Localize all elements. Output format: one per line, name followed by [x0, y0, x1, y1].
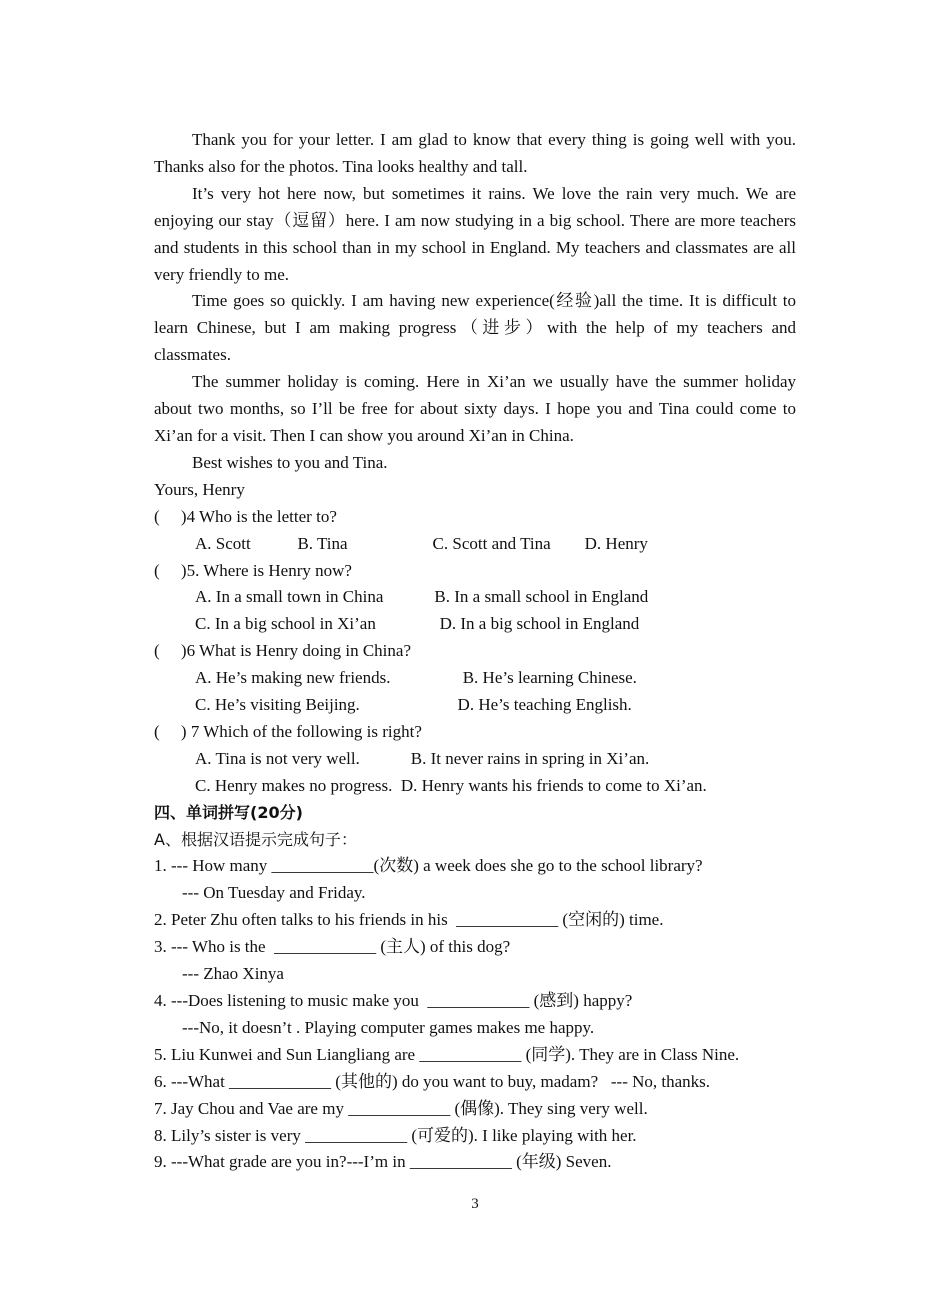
document-page	[154, 127, 796, 1176]
question-6-options-cd: C. He’s visiting Beijing. D. He’s teaching English.	[195, 695, 632, 715]
letter-signoff: Yours, Henry	[154, 479, 245, 499]
letter-paragraph-2: It’s very hot here now, but sometimes it rains. We love the rain very much. We are enjoying our stay（逗留）here. I am now studying in a big school. There are more teachers and students in this school than in my school in England. My teachers and classmates are all very friendly to me.	[154, 183, 796, 284]
letter-paragraph-3: Time goes so quickly. I am having new experience(经验)all the time. It is difficult to learn Chinese, but I am making progress（进步）with the help of my teachers and classmates.	[154, 291, 796, 365]
page-number: 3	[471, 1196, 479, 1212]
section-heading: 四、单词拼写(20分)	[154, 802, 303, 822]
question-7-options-ab: A. Tina is not very well. B. It never rains in spring in Xi’an.	[195, 748, 650, 768]
question-5-options-cd: C. In a big school in Xi’an D. In a big school in England	[195, 614, 640, 634]
spelling-item-6: 6. ---What ____________ (其他的) do you want to buy, madam? --- No, thanks.	[154, 1071, 711, 1091]
question-4-options: A. Scott B. Tina C. Scott and Tina D. Henry	[195, 533, 648, 553]
spelling-item-2: 2. Peter Zhu often talks to his friends in his ____________ (空闲的) time.	[154, 910, 664, 930]
spelling-item-7: 7. Jay Chou and Vae are my ____________ (偶像). They sing very well.	[154, 1098, 648, 1118]
letter-paragraph-4: The summer holiday is coming. Here in Xi’an we usually have the summer holiday about two months, so I’ll be free for about sixty days. I hope you and Tina could come to Xi’an for a visit. Then I can show you around Xi’an in China.	[154, 372, 796, 445]
question-5-stem: ( )5. Where is Henry now?	[154, 560, 352, 580]
spelling-item-8: 8. Lily’s sister is very ____________ (可爱的). I like playing with her.	[154, 1125, 637, 1145]
spelling-item-3-answer: --- Zhao Xinya	[182, 964, 284, 984]
question-6-options-ab: A. He’s making new friends. B. He’s learning Chinese.	[195, 668, 637, 688]
question-4-stem: ( )4 Who is the letter to?	[154, 506, 337, 526]
spelling-item-4: 4. ---Does listening to music make you ____________ (感到) happy?	[154, 991, 633, 1010]
letter-paragraph-1: Thank you for your letter. I am glad to know that every thing is going well with you. Thanks also for the photos. Tina looks healthy and tall.	[154, 130, 796, 176]
question-7-options-cd: C. Henry makes no progress. D. Henry wants his friends to come to Xi’an.	[195, 775, 707, 795]
letter-closing: Best wishes to you and Tina.	[192, 452, 388, 472]
spelling-item-5: 5. Liu Kunwei and Sun Liangliang are ____________ (同学). They are in Class Nine.	[154, 1044, 740, 1064]
spelling-item-1-answer: --- On Tuesday and Friday.	[182, 883, 366, 903]
spelling-item-4-answer: ---No, it doesn’t . Playing computer games makes me happy.	[182, 1017, 595, 1037]
question-5-options-ab: A. In a small town in China B. In a small school in England	[195, 587, 649, 607]
spelling-item-3: 3. --- Who is the ____________ (主人) of this dog?	[154, 937, 511, 957]
question-6-stem: ( )6 What is Henry doing in China?	[154, 641, 412, 661]
question-7-stem: ( ) 7 Which of the following is right?	[154, 721, 422, 741]
section-instruction: A、根据汉语提示完成句子：	[154, 829, 357, 849]
spelling-item-1: 1. --- How many ____________(次数) a week does she go to the school library?	[154, 856, 703, 876]
spelling-item-9: 9. ---What grade are you in?---I’m in ____________ (年级) Seven.	[154, 1152, 612, 1172]
